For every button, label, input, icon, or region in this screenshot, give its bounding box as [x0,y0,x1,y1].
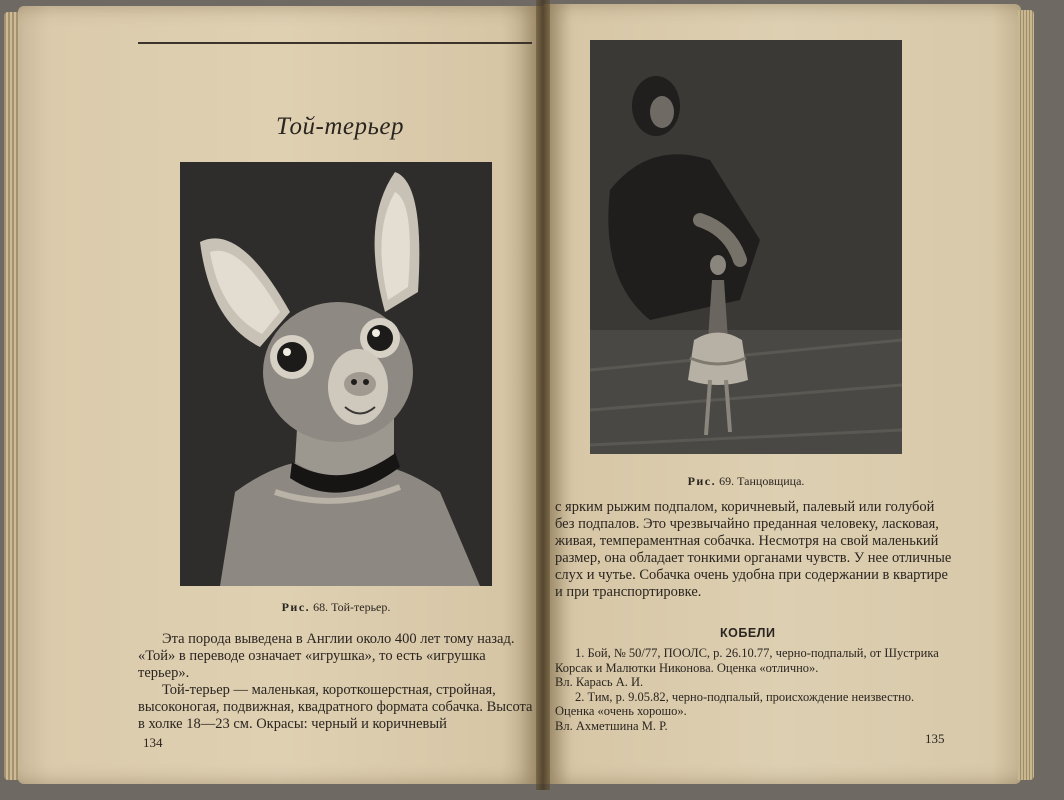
paragraph: Той-терьер — маленькая, короткошерстная, стройная, высоконогая, подвижная, квадратного формата собачка. Высота в холке 18—23 см. Окрасы: черный и коричневый [138,682,533,732]
toy-terrier-photo [180,162,492,586]
figure-label: Рис. [281,600,311,614]
entry-owner: Вл. Карась А. И. [555,675,644,689]
section-heading: КОБЕЛИ [720,626,776,640]
book-spine [536,0,550,790]
page-title: Той-терьер [276,113,404,140]
entry-main: 1. Бой, № 50/77, ПООЛС, р. 26.10.77, черно-подпалый, от Шустрика Корсак и Малютки Никонова. Оценка «отлично». [555,646,939,675]
page-number-left: 134 [143,735,163,750]
figure-68-caption [180,600,492,615]
page-edges-right [1018,10,1034,780]
figure-label: Рис. [687,474,717,488]
entries-list [555,646,953,733]
figure-caption-text: 68. Той-терьер. [313,600,391,614]
entry-main: 2. Тим, р. 9.05.82, черно-подпалый, происхождение неизвестно. Оценка «очень хорошо». [555,689,915,718]
figure-caption-text: 69. Танцовщица. [719,474,805,488]
paragraph: с ярким рыжим подпалом, коричневый, палевый или голубой без подпалов. Это чрезвычайно преданная человеку, ласковая, живая, темпераментная собачка. Несмотря на свой маленький размер, она обладает тонкими органами чувств. У нее отличные слух и чутье. Собачка очень удобна при содержании в квартире и при транспортировке. [555,499,952,600]
right-body-text [555,499,953,601]
entry-owner: Вл. Ахметшина М. Р. [555,718,668,733]
page-number-right: 135 [925,731,945,746]
header-rule [138,42,532,44]
paragraph: Эта порода выведена в Англии около 400 лет тому назад. «Той» в переводе означает «игрушка», то есть «игрушка терьер». [138,631,515,681]
figure-69-caption [590,474,902,489]
dancer-photo [590,40,902,454]
left-body-text [138,631,534,733]
